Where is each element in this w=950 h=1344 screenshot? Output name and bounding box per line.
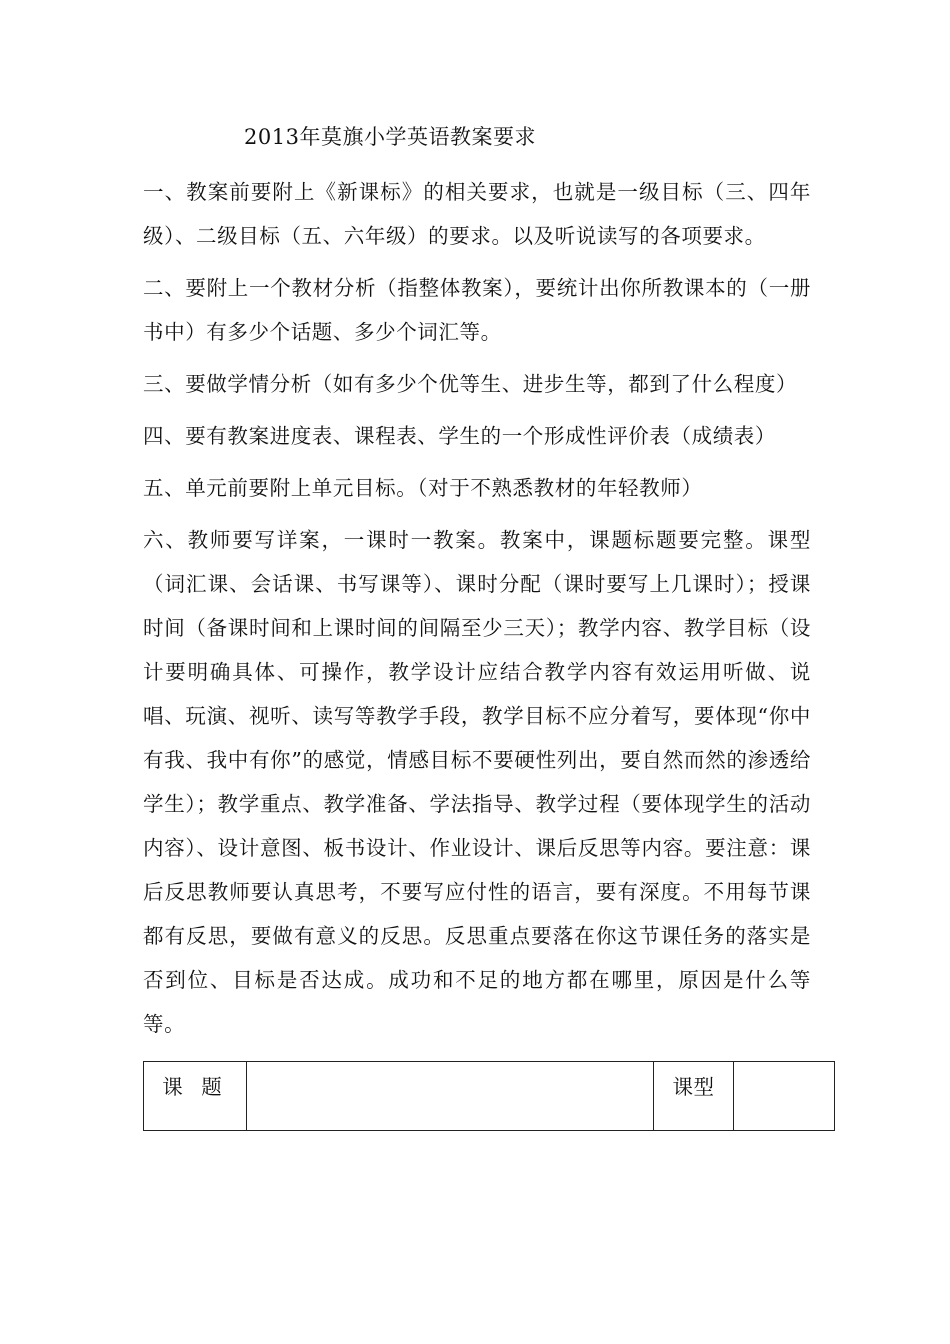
lesson-plan-table xyxy=(143,1061,835,1131)
table-row xyxy=(144,1062,835,1131)
requirement-paragraph-5: 五、单元前要附上单元目标。（对于不熟悉教材的年轻教师） xyxy=(143,476,703,500)
topic-label-cell: 课 题 xyxy=(144,1062,247,1131)
document-body xyxy=(143,170,811,1046)
requirement-paragraph-3: 三、要做学情分析（如有多少个优等生、进步生等，都到了什么程度） xyxy=(143,372,798,396)
requirement-paragraph-2: 二、要附上一个教材分析（指整体教案），要统计出你所教课本的（一册书中）有多少个话题、多少个词汇等。 xyxy=(143,276,811,344)
requirement-paragraph-6: 六、教师要写详案，一课时一教案。教案中，课题标题要完整。课型（词汇课、会话课、书写课等）、课时分配（课时要写上几课时）；授课时间（备课时间和上课时间的间隔至少三天）；教学内容、教学目标（设计要明确具体、可操作，教学设计应结合教学内容有效运用听做、说唱、玩演、视听、读写等教学手段，教学目标不应分着写，要体现“你中有我、我中有你”的感觉，情感目标不要硬性列出，要自然而然的渗透给学生）；教学重点、教学准备、学法指导、教学过程（要体现学生的活动内容）、设计意图、板书设计、作业设计、课后反思等内容。要注意：课后反思教师要认真思考，不要写应付性的语言，要有深度。不用每节课都有反思，要做有意义的反思。反思重点要落在你这节课任务的落实是否到位、目标是否达成。成功和不足的地方都在哪里，原因是什么等等。 xyxy=(143,528,811,1036)
requirement-paragraph-1: 一、教案前要附上《新课标》的相关要求，也就是一级目标（三、四年级）、二级目标（五、六年级）的要求。以及听说读写的各项要求。 xyxy=(143,180,811,248)
topic-value-cell[interactable] xyxy=(247,1062,654,1131)
type-label-cell: 课型 xyxy=(654,1062,734,1131)
requirement-paragraph-4: 四、要有教案进度表、课程表、学生的一个形成性评价表（成绩表） xyxy=(143,424,776,448)
type-value-cell[interactable] xyxy=(734,1062,835,1131)
document-title: 2013年莫旗小学英语教案要求 xyxy=(244,125,536,149)
